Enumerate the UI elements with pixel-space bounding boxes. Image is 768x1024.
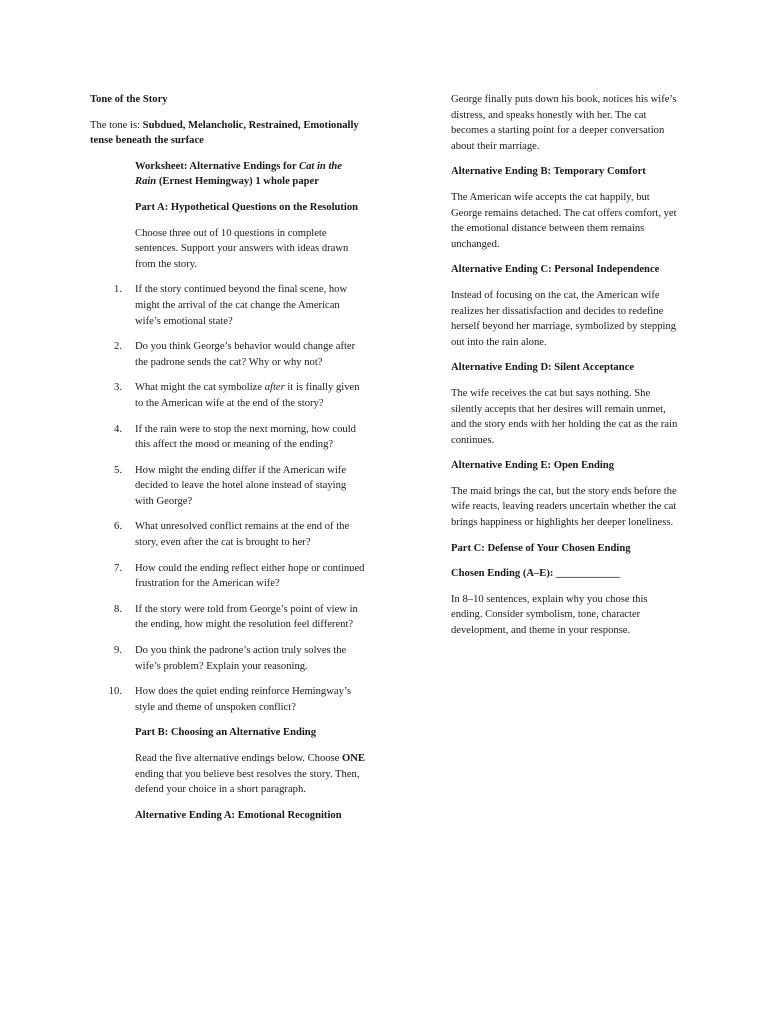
worksheet-title: [135, 159, 365, 190]
question-item: [90, 380, 365, 411]
question-number: 3.: [114, 382, 122, 394]
question-item: [90, 422, 365, 453]
question-text-b: it is finally given to the American wife at the end of the story?: [135, 382, 360, 409]
question-item: [90, 602, 365, 633]
question-text: Do you think George’s behavior would change after the padrone sends the cat? Why or why not?: [135, 341, 356, 368]
tone-value: Subdued, Melancholic, Restrained, Emotionally tense beneath the surface: [90, 119, 359, 147]
ending-d-text: The wife receives the cat but says nothing. She silently accepts that her desires will remain unmet, and the story ends with her holding the cat as the rain continues.: [451, 387, 678, 446]
question-number: 1.: [114, 284, 122, 296]
ending-b-title: Alternative Ending B: Temporary Comfort: [451, 166, 646, 178]
part-b-instr-bold: ONE: [342, 753, 365, 764]
part-b-instructions: [135, 751, 365, 798]
question-number: 10.: [108, 686, 122, 698]
question-item: [90, 339, 365, 370]
question-text-a: What might the cat symbolize: [135, 382, 265, 394]
question-number: 6.: [114, 521, 122, 533]
ending-e-title: Alternative Ending E: Open Ending: [451, 460, 615, 472]
question-text: If the rain were to stop the next morning, how could this affect the mood or meaning of the ending?: [135, 423, 356, 451]
ending-c-text: Instead of focusing on the cat, the American wife realizes her dissatisfaction and decides to redefine herself beyond her marriage, symbolized by stepping out into the rain alone.: [451, 289, 677, 348]
tone-paragraph: [90, 118, 365, 149]
question-number: 7.: [114, 562, 122, 574]
question-text: How might the ending differ if the American wife decided to leave the hotel alone instead of staying with George?: [135, 464, 347, 507]
question-text: What unresolved conflict remains at the end of the story, even after the cat is brought to her?: [135, 521, 350, 549]
question-text: If the story were told from George’s point of view in the ending, how might the resolution feel different?: [135, 603, 358, 631]
right-column: [451, 92, 679, 649]
question-number: 4.: [114, 423, 122, 435]
question-item: [90, 684, 365, 715]
left-column: [90, 92, 365, 833]
question-text: How does the quiet ending reinforce Hemingway’s style and theme of unspoken conflict?: [135, 686, 351, 713]
ending-e-text: The maid brings the cat, but the story ends before the wife reacts, leaving readers uncertain whether the cat brings happiness or highlights her deeper loneliness.: [451, 485, 677, 529]
part-b-instr-a: Read the five alternative endings below. Choose: [135, 753, 343, 764]
part-c-title: Part C: Defense of Your Chosen Ending: [451, 542, 631, 554]
part-b-instr-b: ending that you believe best resolves the story. Then, defend your choice in a short paragraph.: [135, 768, 360, 796]
ending-c-title: Alternative Ending C: Personal Independence: [451, 264, 660, 276]
ending-b-text: The American wife accepts the cat happily, but George remains detached. The cat offers comfort, yet the emotional distance between them remains unchanged.: [451, 191, 677, 250]
question-text: If the story continued beyond the final scene, how might the arrival of the cat change the American wife’s emotional state?: [135, 284, 348, 327]
question-text: Do you think the padrone’s action truly solves the wife’s problem? Explain your reasoning.: [135, 645, 347, 672]
worksheet-title-italic: Cat in the Rain: [135, 160, 342, 188]
worksheet-title-b: (Ernest Hemingway) 1 whole paper: [156, 176, 319, 188]
question-list: [90, 282, 365, 715]
question-item: [90, 519, 365, 550]
question-text-italic: after: [264, 382, 285, 394]
part-a-title: Part A: Hypothetical Questions on the Resolution: [135, 201, 359, 213]
tone-prefix: The tone is:: [90, 119, 143, 131]
question-item: [90, 282, 365, 329]
question-text: How could the ending reflect either hope or continued frustration for the American wife?: [135, 562, 365, 590]
question-item: [90, 463, 365, 510]
question-number: 5.: [114, 464, 122, 476]
ending-a-title: Alternative Ending A: Emotional Recognition: [135, 809, 342, 821]
worksheet-title-a: Worksheet: Alternative Endings for: [135, 160, 300, 172]
ending-d-title: Alternative Ending D: Silent Acceptance: [451, 362, 635, 374]
question-item: [90, 643, 365, 674]
part-c-instructions: In 8–10 sentences, explain why you chose this ending. Consider symbolism, tone, character development, and theme in your response.: [451, 593, 648, 637]
question-number: 9.: [114, 645, 122, 657]
chosen-ending-label: Chosen Ending (A–E): ____________: [451, 568, 620, 580]
question-number: 8.: [114, 603, 122, 615]
part-a-instructions: Choose three out of 10 questions in complete sentences. Support your answers with ideas drawn from the story.: [135, 227, 349, 270]
question-item: [90, 561, 365, 592]
question-number: 2.: [114, 341, 122, 353]
part-b-title: Part B: Choosing an Alternative Ending: [135, 727, 316, 739]
tone-heading: Tone of the Story: [90, 94, 168, 105]
ending-a-text: George finally puts down his book, notices his wife’s distress, and speaks honestly with her. The cat becomes a starting point for a deeper conversation about their marriage.: [451, 94, 677, 152]
